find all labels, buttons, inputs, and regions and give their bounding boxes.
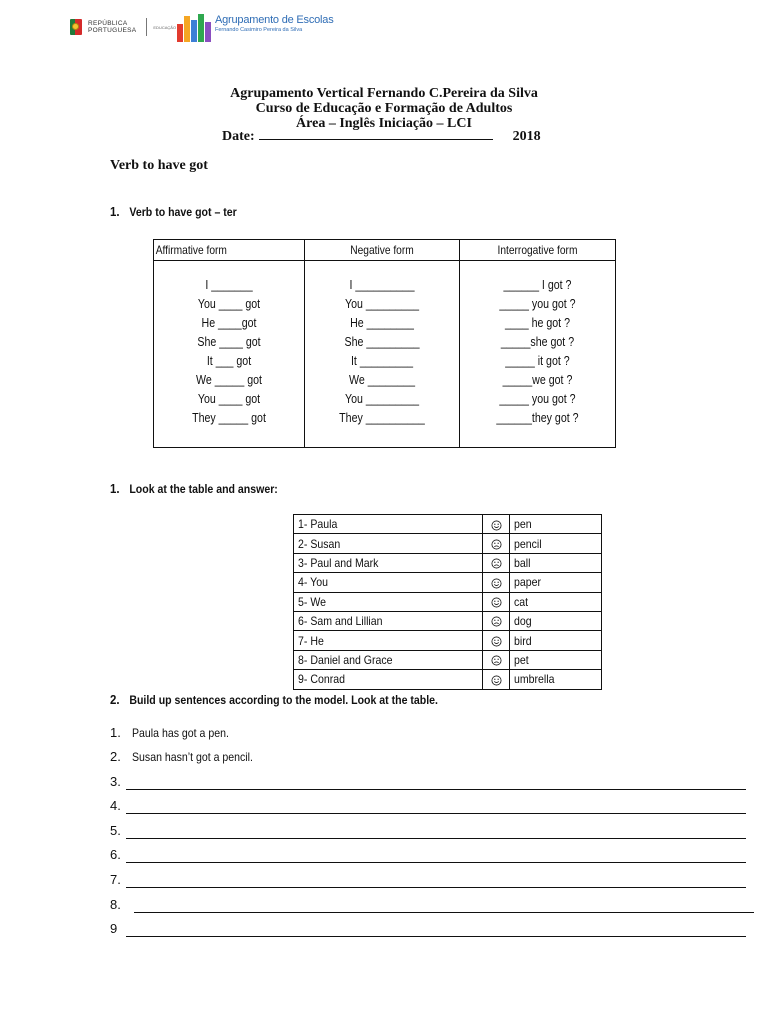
subject-text: 3- Paul and Mark bbox=[298, 555, 379, 570]
verb-forms-table bbox=[153, 239, 616, 448]
sentence-line bbox=[110, 897, 132, 912]
subject-cell bbox=[294, 515, 483, 534]
sentence-number: 4. bbox=[110, 798, 121, 813]
object-text: bird bbox=[514, 633, 532, 648]
sentence-number: 9 bbox=[110, 921, 118, 936]
object-cell bbox=[510, 670, 602, 689]
negative-cell[interactable]: I __________ bbox=[349, 278, 415, 292]
answer-blank-line[interactable] bbox=[126, 936, 746, 937]
affirmative-header: Affirmative form bbox=[155, 243, 227, 257]
interrogative-cell[interactable]: _____ you got ? bbox=[499, 297, 576, 311]
header-school: Agrupamento Vertical Fernando C.Pereira da Silva bbox=[230, 86, 538, 101]
sad-face-icon bbox=[483, 534, 510, 553]
affirmative-cell[interactable]: He ____got bbox=[201, 316, 257, 330]
subject-text: 8- Daniel and Grace bbox=[298, 652, 393, 667]
sentence-number: 1. bbox=[110, 725, 121, 740]
object-cell bbox=[510, 553, 602, 572]
table-row bbox=[294, 650, 602, 669]
sentence-line bbox=[110, 921, 132, 936]
affirmative-cell[interactable]: I _______ bbox=[205, 278, 253, 292]
sad-face-icon bbox=[483, 611, 510, 630]
question-1-heading bbox=[110, 204, 237, 219]
object-text: umbrella bbox=[514, 672, 555, 687]
portugal-flag-icon bbox=[70, 19, 82, 35]
agrupamento-logo bbox=[177, 14, 334, 42]
smiley-face-icon bbox=[483, 573, 510, 592]
object-text: dog bbox=[514, 614, 532, 629]
sentence-number: 3. bbox=[110, 774, 121, 789]
negative-cell[interactable]: We ________ bbox=[349, 373, 415, 387]
subject-cell bbox=[294, 670, 483, 689]
interrogative-cell[interactable]: ____ he got ? bbox=[505, 316, 570, 330]
sad-face-icon bbox=[483, 553, 510, 572]
subject-text: 1- Paula bbox=[298, 517, 338, 532]
school-building-icon bbox=[177, 14, 211, 42]
object-cell bbox=[510, 631, 602, 650]
sentence-number: 2. bbox=[110, 749, 121, 764]
date-line bbox=[222, 128, 541, 145]
affirmative-cell[interactable]: She ____ got bbox=[197, 335, 261, 349]
object-cell bbox=[510, 534, 602, 553]
sentence-number: 6. bbox=[110, 847, 121, 862]
republica-portuguesa-logo bbox=[70, 14, 176, 40]
object-cell bbox=[510, 515, 602, 534]
table-row bbox=[294, 611, 602, 630]
logo-divider bbox=[146, 18, 147, 36]
sentence-text: Paula has got a pen. bbox=[132, 726, 229, 740]
affirmative-column bbox=[154, 240, 304, 428]
subject-text: 4- You bbox=[298, 575, 328, 590]
object-text: pen bbox=[514, 517, 532, 532]
table-row bbox=[294, 631, 602, 650]
affirmative-cell[interactable]: They _____ got bbox=[192, 411, 266, 425]
agrupamento-title: Agrupamento de Escolas bbox=[215, 14, 334, 26]
question-3-label: Build up sentences according to the model. Look at the table. bbox=[129, 693, 438, 707]
sentence-number: 5. bbox=[110, 823, 121, 838]
header-area: Área – Inglês Iniciação – LCI bbox=[296, 116, 472, 131]
question-1-label: Verb to have got – ter bbox=[129, 205, 237, 219]
table-row bbox=[294, 573, 602, 592]
question-1-number: 1. bbox=[110, 204, 120, 219]
smiley-face-icon bbox=[483, 670, 510, 689]
sentence-number: 8. bbox=[110, 897, 121, 912]
question-2-label: Look at the table and answer: bbox=[129, 482, 278, 496]
question-2-heading bbox=[110, 481, 278, 496]
logo-republica-text: REPÚBLICA bbox=[88, 20, 128, 27]
date-blank[interactable] bbox=[259, 128, 493, 140]
subject-cell bbox=[294, 573, 483, 592]
negative-cell[interactable]: You _________ bbox=[344, 392, 420, 406]
table-row bbox=[294, 670, 602, 689]
date-label: Date: bbox=[222, 129, 255, 144]
question-2-number: 1. bbox=[110, 481, 120, 496]
date-year: 2018 bbox=[512, 129, 541, 144]
subject-cell bbox=[294, 650, 483, 669]
answer-blank-line[interactable] bbox=[126, 789, 746, 790]
object-text: pencil bbox=[514, 536, 542, 551]
negative-header: Negative form bbox=[350, 243, 414, 257]
subject-text: 9- Conrad bbox=[298, 672, 345, 687]
agrupamento-subtitle: Fernando Casimiro Pereira da Silva bbox=[215, 27, 303, 33]
smiley-face-icon bbox=[483, 592, 510, 611]
sentence-line bbox=[110, 798, 132, 813]
negative-cell[interactable]: You _________ bbox=[344, 297, 420, 311]
object-text: paper bbox=[514, 575, 542, 590]
affirmative-cell[interactable]: It ___ got bbox=[206, 354, 252, 368]
interrogative-cell[interactable]: _____ you got ? bbox=[499, 392, 576, 406]
possessions-table bbox=[293, 514, 602, 690]
subject-cell bbox=[294, 631, 483, 650]
sentence-number: 7. bbox=[110, 872, 121, 887]
table-row bbox=[294, 515, 602, 534]
sentence-line bbox=[110, 823, 132, 838]
table-row bbox=[294, 534, 602, 553]
negative-cell[interactable]: He ________ bbox=[350, 316, 414, 330]
smiley-face-icon bbox=[483, 631, 510, 650]
answer-blank-line[interactable] bbox=[134, 912, 754, 913]
sentence-line bbox=[110, 774, 132, 789]
subject-text: 6- Sam and Lillian bbox=[298, 614, 383, 629]
answer-blank-line[interactable] bbox=[126, 887, 746, 888]
object-text: cat bbox=[514, 594, 529, 609]
affirmative-cell[interactable]: You ____ got bbox=[197, 297, 261, 311]
interrogative-cell[interactable]: _____she got ? bbox=[500, 335, 575, 349]
object-cell bbox=[510, 573, 602, 592]
object-cell bbox=[510, 592, 602, 611]
answer-blank-line[interactable] bbox=[126, 813, 746, 814]
negative-cell[interactable]: They __________ bbox=[339, 411, 425, 425]
interrogative-cell[interactable]: ______ I got ? bbox=[503, 278, 572, 292]
sentence-line bbox=[110, 749, 269, 764]
interrogative-column bbox=[460, 240, 615, 428]
object-text: ball bbox=[514, 555, 531, 570]
table-row bbox=[294, 553, 602, 572]
sentence-text: Susan hasn’t got a pencil. bbox=[132, 750, 253, 764]
logo-portuguesa-text: PORTUGUESA bbox=[88, 27, 137, 34]
negative-cell[interactable]: It _________ bbox=[350, 354, 414, 368]
table-row bbox=[294, 592, 602, 611]
sad-face-icon bbox=[483, 650, 510, 669]
subject-text: 5- We bbox=[298, 594, 326, 609]
sentence-line bbox=[110, 725, 242, 740]
object-cell bbox=[510, 611, 602, 630]
subject-text: 7- He bbox=[298, 633, 324, 648]
object-text: pet bbox=[514, 652, 529, 667]
question-3-number: 2. bbox=[110, 692, 120, 707]
logo-educacao-text: EDUCAÇÃO bbox=[153, 24, 177, 30]
negative-cell[interactable]: She _________ bbox=[344, 335, 420, 349]
subject-cell bbox=[294, 553, 483, 572]
affirmative-cell[interactable]: You ____ got bbox=[197, 392, 261, 406]
answer-blank-line[interactable] bbox=[126, 862, 746, 863]
interrogative-header: Interrogative form bbox=[497, 243, 578, 257]
sentence-line bbox=[110, 847, 132, 862]
interrogative-cell[interactable]: _____ it got ? bbox=[505, 354, 570, 368]
subject-cell bbox=[294, 534, 483, 553]
smiley-face-icon bbox=[483, 515, 510, 534]
interrogative-cell[interactable]: _____we got ? bbox=[502, 373, 573, 387]
subject-text: 2- Susan bbox=[298, 536, 341, 551]
header-course: Curso de Educação e Formação de Adultos bbox=[255, 101, 513, 116]
question-3-heading bbox=[110, 692, 438, 707]
answer-blank-line[interactable] bbox=[126, 838, 746, 839]
negative-column bbox=[305, 240, 459, 428]
affirmative-cell[interactable]: We _____ got bbox=[196, 373, 262, 387]
subject-cell bbox=[294, 611, 483, 630]
worksheet-title: Verb to have got bbox=[110, 158, 208, 173]
object-cell bbox=[510, 650, 602, 669]
sentence-line bbox=[110, 872, 132, 887]
subject-cell bbox=[294, 592, 483, 611]
interrogative-cell[interactable]: ______they got ? bbox=[496, 411, 579, 425]
